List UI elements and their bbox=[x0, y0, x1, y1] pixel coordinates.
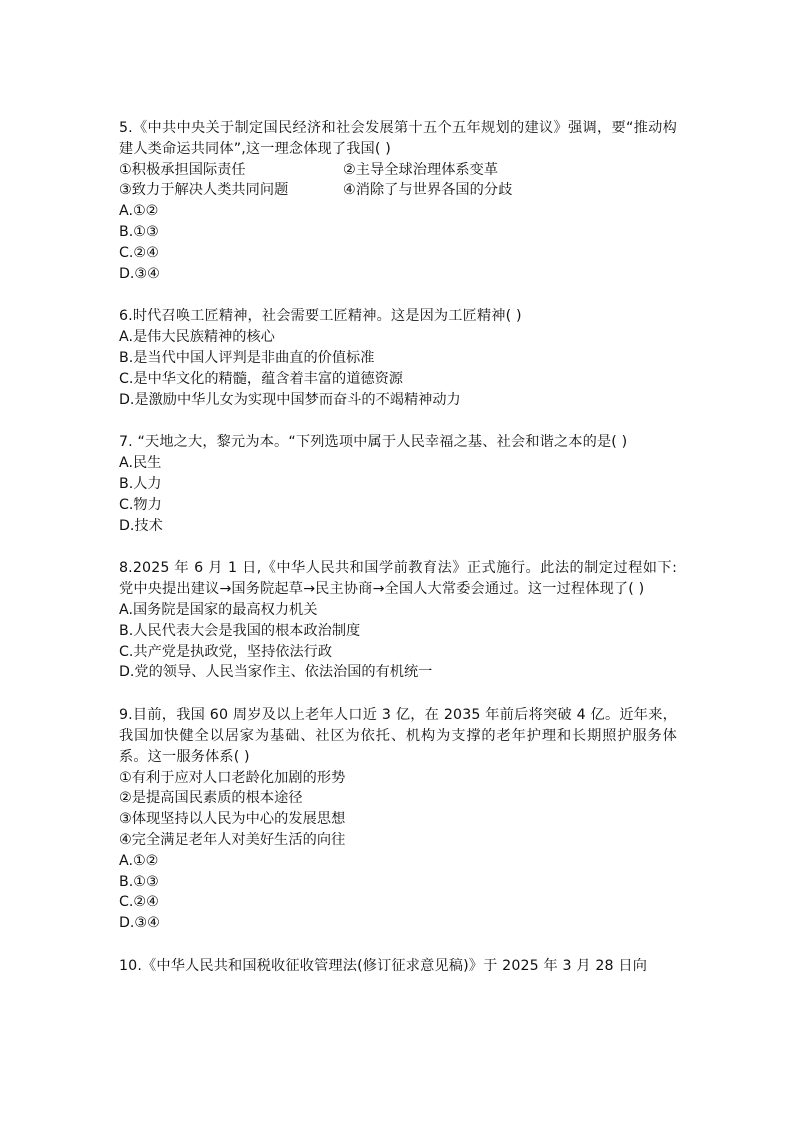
question-7 bbox=[119, 432, 677, 536]
option-a: A.①② bbox=[119, 203, 159, 220]
statement: ①积极承担国际责任 bbox=[119, 161, 246, 178]
option-a: A.民生 bbox=[119, 455, 162, 472]
statement: ②是提高国民素质的根本途径 bbox=[119, 790, 303, 807]
option-c: C.②④ bbox=[119, 244, 159, 261]
option-d: D.③④ bbox=[119, 915, 160, 932]
statement: ③致力于解决人类共同问题 bbox=[119, 182, 289, 199]
option-c: C.物力 bbox=[119, 496, 162, 513]
statement: ②主导全球治理体系变革 bbox=[343, 161, 499, 178]
option-b: B.①③ bbox=[119, 223, 159, 240]
option-a: A.①② bbox=[119, 852, 159, 869]
option-b: B.人民代表大会是我国的根本政治制度 bbox=[119, 622, 361, 639]
statement-row bbox=[119, 160, 677, 181]
question-6 bbox=[119, 306, 677, 410]
statement: ④消除了与世界各国的分歧 bbox=[343, 182, 513, 199]
question-8 bbox=[119, 558, 677, 683]
option-a: A.是伟大民族精神的核心 bbox=[119, 329, 275, 346]
statement-row bbox=[119, 180, 677, 201]
question-stem: 8.2025 年 6 月 1 日,《中华人民共和国学前教育法》正式施行。此法的制定过程如下: 党中央提出建议→国务院起草→民主协商→全国人大常委会通过。这一过程体现了( ) bbox=[119, 560, 677, 598]
option-c: C.②④ bbox=[119, 894, 159, 911]
option-d: D.技术 bbox=[119, 517, 163, 534]
option-b: B.①③ bbox=[119, 873, 159, 890]
option-a: A.国务院是国家的最高权力机关 bbox=[119, 601, 318, 618]
question-stem: 5.《中共中央关于制定国民经济和社会发展第十五个五年规划的建议》强调，要“推动构建人类命运共同体”,这一理念体现了我国( ) bbox=[119, 120, 677, 157]
statement: ④完全满足老年人对美好生活的向往 bbox=[119, 831, 346, 848]
question-5 bbox=[119, 118, 677, 284]
question-9 bbox=[119, 705, 677, 934]
option-c: C.是中华文化的精髓，蕴含着丰富的道德资源 bbox=[119, 370, 403, 387]
option-b: B.人力 bbox=[119, 475, 162, 492]
option-c: C.共产党是执政党，坚持依法行政 bbox=[119, 643, 333, 660]
question-stem: 6.时代召唤工匠精神，社会需要工匠精神。这是因为工匠精神( ) bbox=[119, 308, 522, 325]
question-stem: 7. “天地之大，黎元为本。“下列选项中属于人民幸福之基、社会和谐之本的是( ) bbox=[119, 434, 628, 451]
statement: ①有利于应对人口老龄化加剧的形势 bbox=[119, 769, 346, 786]
option-d: D.是激励中华儿女为实现中国梦而奋斗的不竭精神动力 bbox=[119, 391, 461, 408]
exam-page bbox=[119, 118, 677, 999]
option-d: D.党的领导、人民当家作主、依法治国的有机统一 bbox=[119, 664, 433, 681]
option-b: B.是当代中国人评判是非曲直的价值标准 bbox=[119, 349, 375, 366]
option-d: D.③④ bbox=[119, 265, 160, 282]
question-10 bbox=[119, 956, 677, 977]
question-stem: 10.《中华人民共和国税收征收管理法(修订征求意见稿)》于 2025 年 3 月 28 日向 bbox=[119, 957, 648, 974]
question-stem: 9.目前，我国 60 周岁及以上老年人口近 3 亿，在 2035 年前后将突破 4 亿。近年来，我国加快健全以居家为基础、社区为依托、机构为支撑的老年护理和长期照护服务体系。这一服务体系( ) bbox=[119, 707, 677, 765]
statement: ③体现坚持以人民为中心的发展思想 bbox=[119, 811, 346, 828]
